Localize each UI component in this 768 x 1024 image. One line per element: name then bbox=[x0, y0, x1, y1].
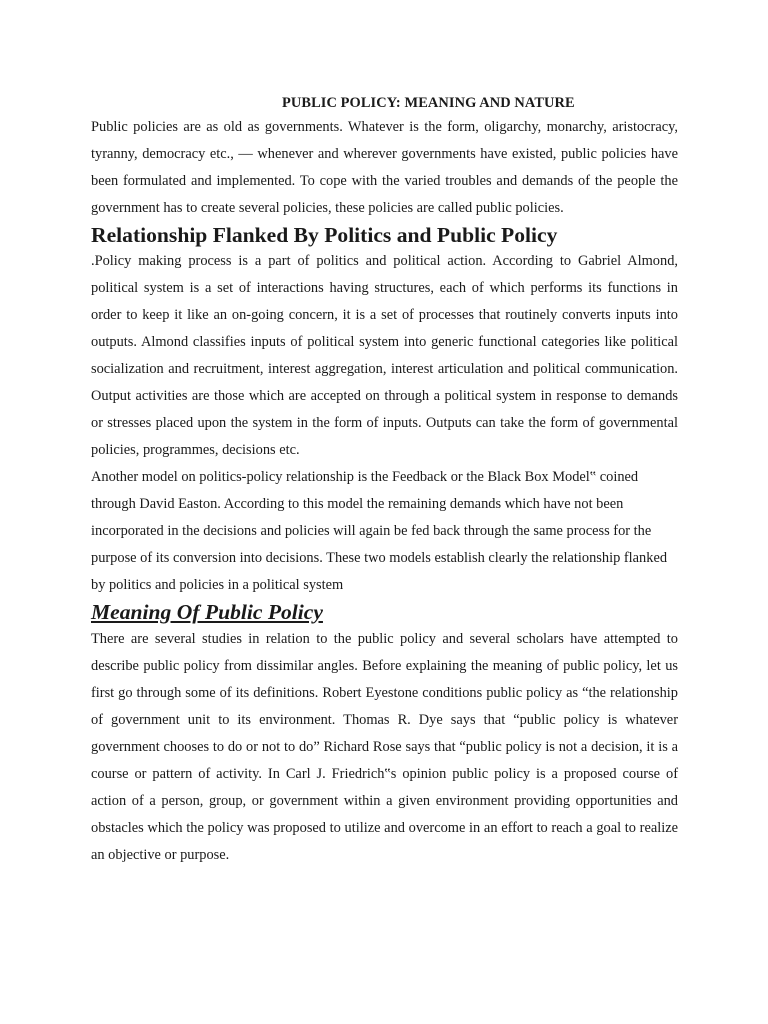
paragraph-definitions: There are several studies in relation to the public policy and several scholars have attempted to describe public policy from dissimilar angles. Before explaining the meaning of public policy, let us first go through some of its definitions. Robert Eyestone conditions public policy as “the relationship of government unit to its environment. Thomas R. Dye says that “public policy is whatever government chooses to do or not to do” Richard Rose says that “public policy is not a decision, it is a course or pattern of activity. In Carl J. Friedrich‟s opinion public policy is a proposed course of action of a person, group, or government within a given environment providing opportunities and obstacles which the policy was proposed to utilize and overcome in an effort to reach a goal to realize an objective or purpose. bbox=[91, 631, 678, 863]
page-title: PUBLIC POLICY: MEANING AND NATURE bbox=[282, 95, 575, 111]
paragraph-easton-model: Another model on politics-policy relationship is the Feedback or the Black Box Model‟ coined through David Easton. According to this model the remaining demands which have not been incorporated in the decisions and policies will again be fed back through the same process for the purpose of its conversion into decisions. These two models establish clearly the relationship flanked by politics and policies in a political system bbox=[91, 469, 668, 593]
paragraph-almond-model: .Policy making process is a part of politics and political action. According to Gabriel Almond, political system is a set of interactions having structures, each of which performs its functions in order to keep it like an on-going concern, it is a set of processes that routinely converts inputs into outputs. Almond classifies inputs of political system into generic functional categories like political socialization and recruitment, interest aggregation, interest articulation and political communication. Output activities are those which are accepted on through a political system in response to demands or stresses placed upon the system in the form of inputs. Outputs can take the form of governmental policies, programmes, decisions etc. bbox=[91, 253, 678, 458]
intro-paragraph: Public policies are as old as governments. Whatever is the form, oligarchy, monarchy, aristocracy, tyranny, democracy etc., — whenever and wherever governments have existed, public policies have been formulated and implemented. To cope with the varied troubles and demands of the people the government has to create several policies, these policies are called public policies. bbox=[91, 119, 678, 216]
section-heading-meaning: Meaning Of Public Policy bbox=[91, 600, 323, 624]
document-body bbox=[91, 92, 678, 869]
section-heading-politics-policy: Relationship Flanked By Politics and Public Policy bbox=[91, 223, 558, 247]
